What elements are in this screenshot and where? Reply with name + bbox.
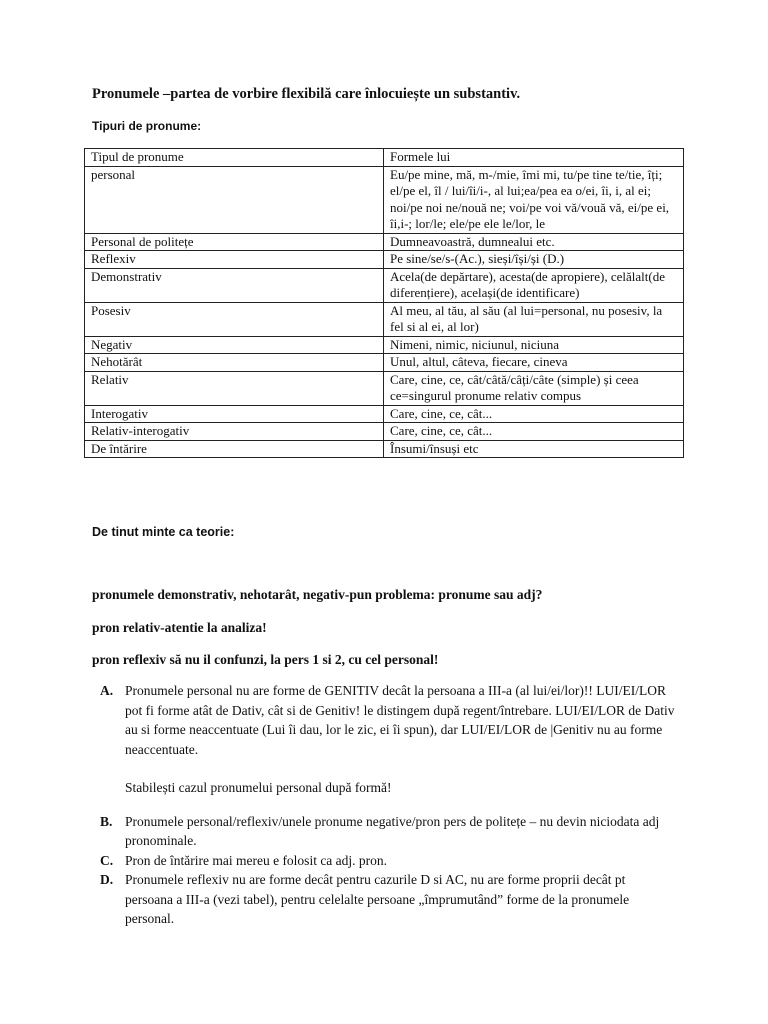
table-caption: Tipuri de pronume: — [92, 119, 202, 133]
type-cell: Nehotărât — [85, 354, 384, 372]
table-row — [85, 405, 684, 423]
list-item-text: Pron de întărire mai mereu e folosit ca adj. pron. — [125, 852, 388, 868]
list-marker: C. — [100, 852, 114, 868]
rules-list — [100, 681, 675, 929]
type-cell: personal — [85, 166, 384, 233]
table-row — [85, 354, 684, 372]
list-item — [100, 681, 675, 798]
type-cell: Interogativ — [85, 405, 384, 423]
type-cell: Posesiv — [85, 302, 384, 336]
list-item — [100, 812, 675, 851]
forms-cell: Nimeni, nimic, niciunul, niciuna — [384, 336, 684, 354]
table-row — [85, 423, 684, 441]
list-item-text: Pronumele reflexiv nu are forme decât pentru cazurile D si AC, nu are forme proprii decât pt persoana a III-a (vezi tabel), pentru celelalte persoane „împrumutând” forme de la pronumele personal. — [125, 872, 630, 926]
type-cell: De întărire — [85, 440, 384, 458]
forms-cell: Eu/pe mine, mă, m-/mie, îmi mi, tu/pe tine te/tie, îți; el/pe el, îl / lui/îi/i-, al lui;ea/pea ea o/ei, îi, i, al ei; noi/pe noi ne/nouă ne; voi/pe voi vă/vouă vă, ei/pe ei, îi,i-; lor/le; ele/pe ele le/lor, le — [384, 166, 684, 233]
list-marker: B. — [100, 813, 113, 829]
forms-cell: Dumneavoastră, dumnealui etc. — [384, 233, 684, 251]
forms-cell: Al meu, al tău, al său (al lui=personal, nu posesiv, la fel si al ei, al lor) — [384, 302, 684, 336]
forms-cell: Care, cine, ce, cât/câtă/câți/câte (simple) și ceea ce=singurul pronume relativ compus — [384, 371, 684, 405]
header-cell-forms: Formele lui — [384, 149, 684, 167]
table-row — [85, 302, 684, 336]
list-item-text: Pronumele personal/reflexiv/unele pronume negative/pron pers de politețe – nu devin niciodata adj pronominale. — [125, 813, 660, 848]
note-reflexiv: pron reflexiv să nu il confunzi, la pers 1 si 2, cu cel personal! — [92, 652, 439, 667]
page-title: Pronumele –partea de vorbire flexibilă care înlocuiește un substantiv. — [92, 86, 521, 102]
list-item — [100, 870, 675, 929]
table-row — [85, 371, 684, 405]
list-item-text: Pronumele personal nu are forme de GENITIV decât la persoana a III-a (al lui/ei/lor)!! LUI/EI/LOR pot fi forme atât de Dativ, cât si de Genitiv! le distingem după regent/întrebare. LUI/EI/LOR de Dativ au si forme neaccentuate (Lui îi dau, lor le zic, ei îi spun), dar LUI/EI/LOR de |Genitiv nu au forme neaccentuate. — [125, 683, 675, 757]
note-demonstrativ: pronumele demonstrativ, nehotarât, negativ-pun problema: pronume sau adj? — [92, 587, 543, 602]
forms-cell: Acela(de depărtare), acesta(de apropiere), celălalt(de diferențiere), același(de identificare) — [384, 268, 684, 302]
forms-cell: Unul, altul, câteva, fiecare, cineva — [384, 354, 684, 372]
table-row — [85, 440, 684, 458]
type-cell: Negativ — [85, 336, 384, 354]
theory-heading: De tinut minte ca teorie: — [92, 525, 235, 539]
table-row — [85, 336, 684, 354]
forms-cell: Însumi/însuși etc — [384, 440, 684, 458]
list-item-note: Stabilești cazul pronumelui personal după formă! — [125, 780, 392, 795]
table-header-row — [85, 149, 684, 167]
table-row — [85, 166, 684, 233]
table-row — [85, 268, 684, 302]
type-cell: Relativ-interogativ — [85, 423, 384, 441]
type-cell: Reflexiv — [85, 251, 384, 269]
table-row — [85, 233, 684, 251]
list-marker: A. — [100, 683, 114, 698]
pronoun-types-table — [84, 148, 684, 458]
list-marker: D. — [100, 872, 114, 887]
forms-cell: Care, cine, ce, cât... — [384, 423, 684, 441]
list-item — [100, 851, 675, 871]
forms-cell: Pe sine/se/s-(Ac.), sieși/își/și (D.) — [384, 251, 684, 269]
type-cell: Relativ — [85, 371, 384, 405]
note-relativ: pron relativ-atentie la analiza! — [92, 620, 267, 635]
type-cell: Demonstrativ — [85, 268, 384, 302]
header-cell-type: Tipul de pronume — [85, 149, 384, 167]
table-row — [85, 251, 684, 269]
type-cell: Personal de politețe — [85, 233, 384, 251]
forms-cell: Care, cine, ce, cât... — [384, 405, 684, 423]
